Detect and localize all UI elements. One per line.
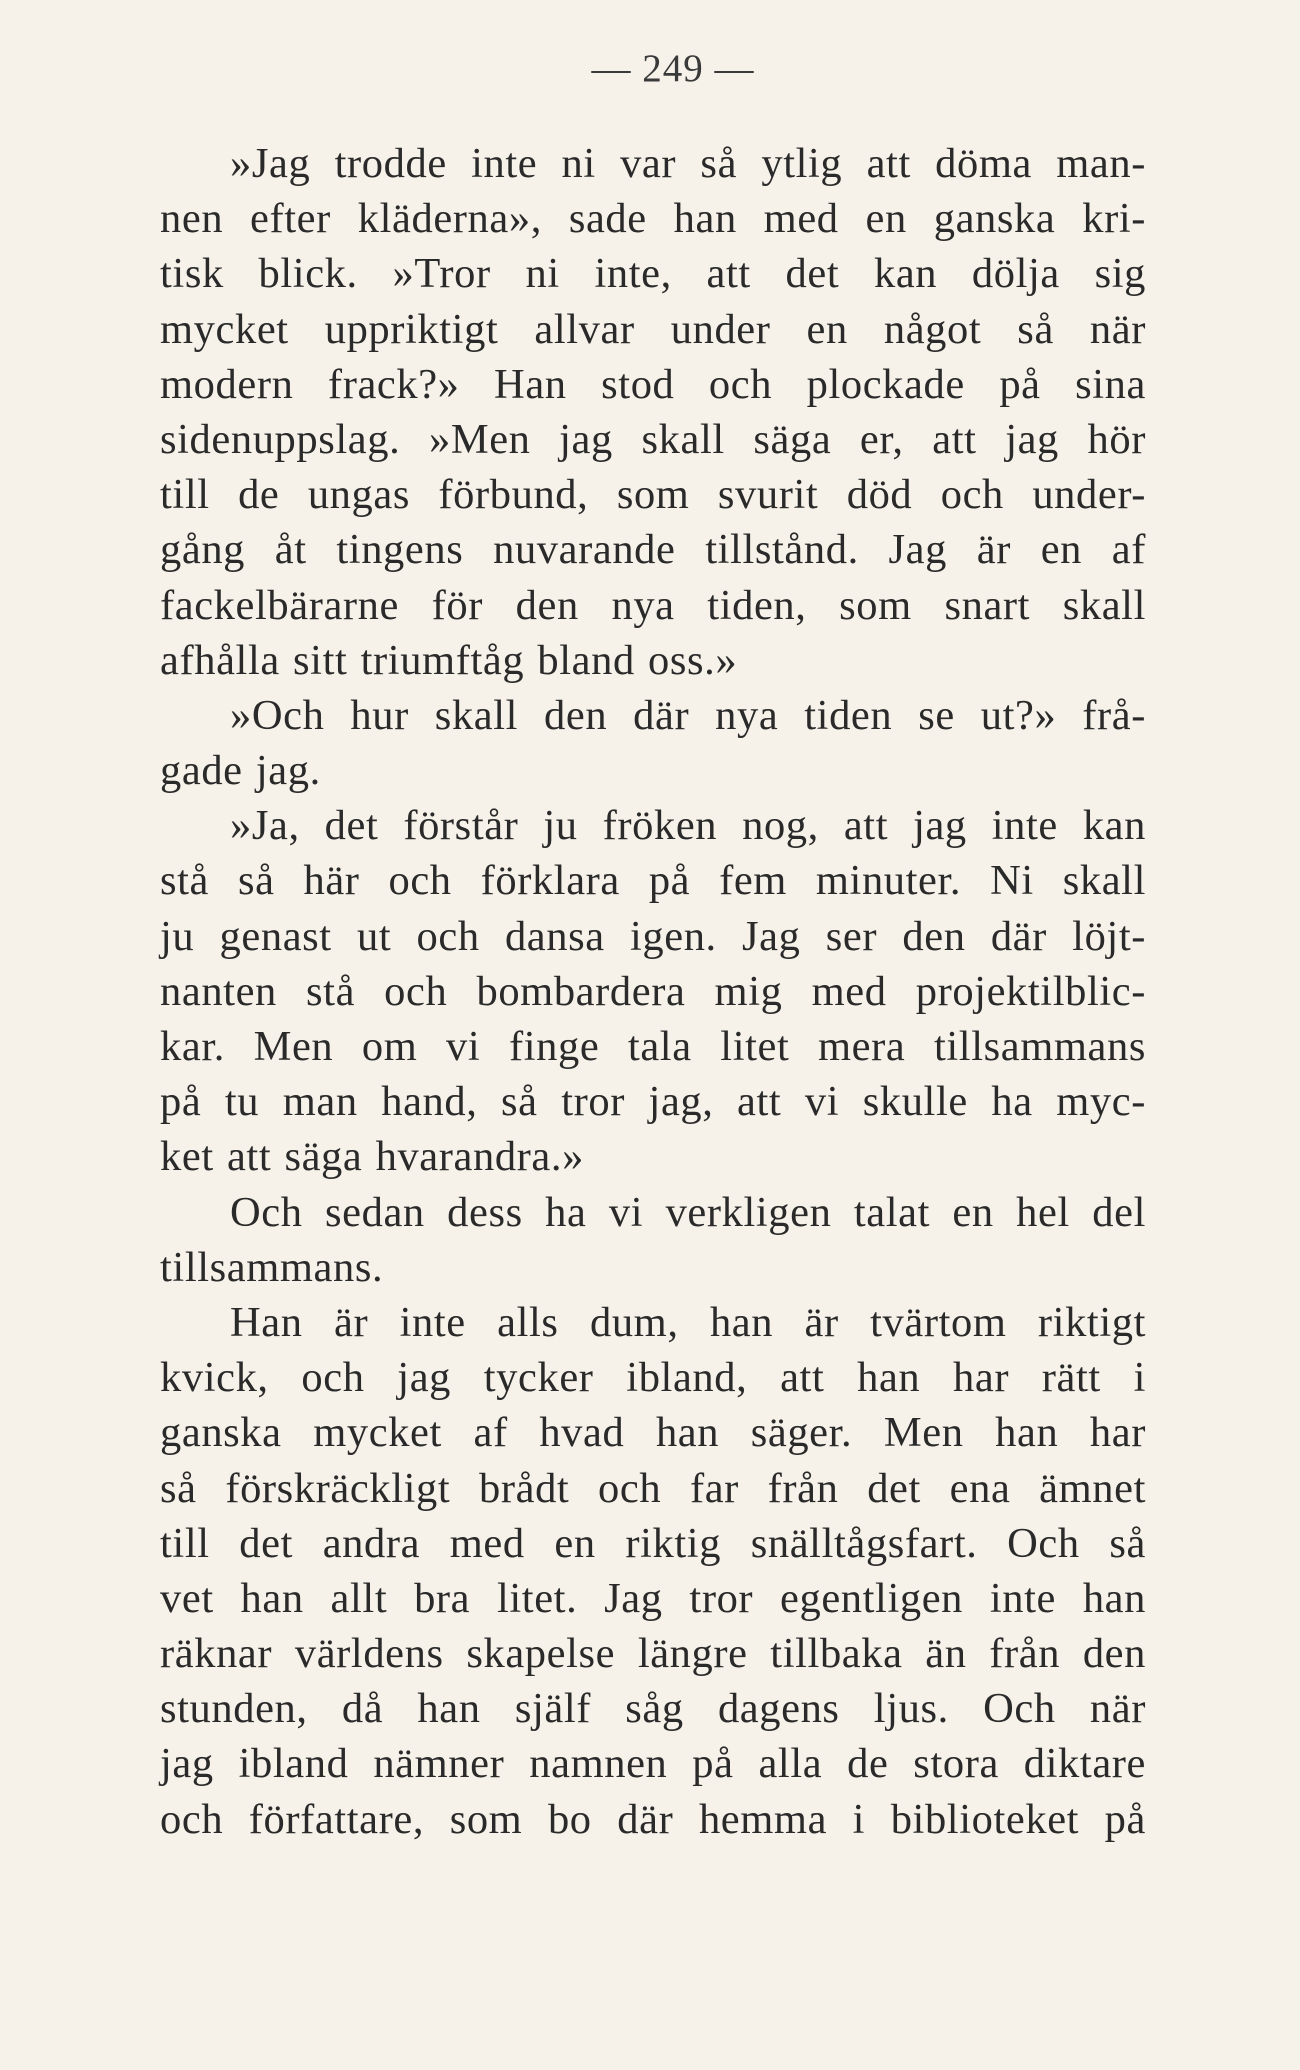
book-page	[160, 38, 1146, 1847]
text-line: till det andra med en riktig snälltågsfart. Och så	[160, 1519, 1146, 1567]
text-line: räknar världens skapelse längre tillbaka än från den	[160, 1630, 1146, 1678]
text-line: afhålla sitt triumftåg bland oss.»	[160, 636, 738, 684]
text-line: stå så här och förklara på fem minuter. Ni skall	[160, 857, 1146, 905]
text-line: gade jag.	[160, 747, 321, 795]
text-line: »Och hur skall den där nya tiden se ut?» frå-	[230, 691, 1146, 739]
page-number: — 249 —	[591, 47, 755, 90]
text-line: jag ibland nämner namnen på alla de stora diktare	[160, 1740, 1146, 1788]
text-line: vet han allt bra litet. Jag tror egentligen inte han	[160, 1574, 1146, 1622]
text-line: och författare, som bo där hemma i biblioteket på	[160, 1795, 1146, 1843]
text-line: nen efter kläderna», sade han med en ganska kri-	[160, 195, 1146, 243]
text-line: fackelbärarne för den nya tiden, som snart skall	[160, 581, 1146, 629]
text-line: mycket uppriktigt allvar under en något så när	[160, 305, 1146, 353]
text-line: Han är inte alls dum, han är tvärtom riktigt	[230, 1298, 1146, 1346]
text-line: nanten stå och bombardera mig med projektilblic-	[160, 967, 1146, 1015]
text-line: »Ja, det förstår ju fröken nog, att jag inte kan	[230, 802, 1146, 850]
text-line: modern frack?» Han stod och plockade på sina	[160, 360, 1146, 408]
text-line: stunden, då han själf såg dagens ljus. Och när	[160, 1685, 1146, 1733]
text-line: tillsammans.	[160, 1243, 384, 1291]
text-line: gång åt tingens nuvarande tillstånd. Jag är en af	[160, 526, 1146, 574]
text-line: ganska mycket af hvad han säger. Men han har	[160, 1409, 1146, 1457]
body-text	[160, 136, 1146, 1847]
text-line: tisk blick. »Tror ni inte, att det kan dölja sig	[160, 250, 1146, 298]
text-line: »Jag trodde inte ni var så ytlig att döma man-	[230, 140, 1146, 187]
text-line: till de ungas förbund, som svurit död och under-	[160, 471, 1146, 519]
text-line: kar. Men om vi finge tala litet mera tillsammans	[160, 1023, 1146, 1070]
text-line: på tu man hand, så tror jag, att vi skulle ha myc-	[160, 1078, 1146, 1126]
text-line: så förskräckligt brådt och far från det ena ämnet	[160, 1464, 1146, 1512]
text-line: ju genast ut och dansa igen. Jag ser den där löjt-	[160, 912, 1146, 960]
text-line: sidenuppslag. »Men jag skall säga er, att jag hör	[160, 415, 1146, 463]
text-line: kvick, och jag tycker ibland, att han har rätt i	[160, 1354, 1146, 1402]
text-line: Och sedan dess ha vi verkligen talat en hel del	[230, 1188, 1146, 1236]
text-line: ket att säga hvarandra.»	[160, 1133, 584, 1181]
